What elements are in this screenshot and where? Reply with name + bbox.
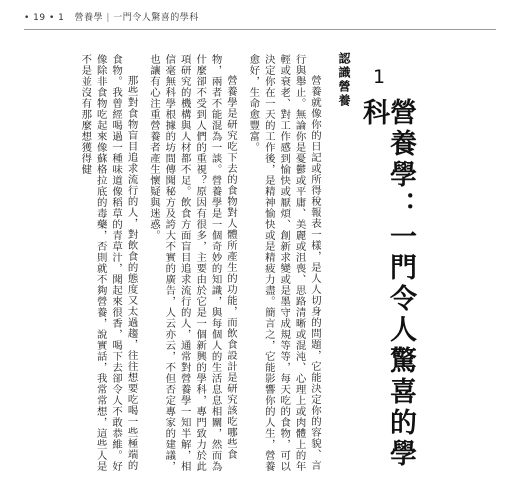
header-separator: | [106, 13, 110, 23]
page-number: • 19 • 1 [24, 13, 65, 23]
paragraph-1: 營養就像你的日記或所得稅報表一樣，是人人切身的問題，它能決定你的容貌、言行與舉止。無論你是憂鬱或平庸、美麗或沮喪、思路清晰或混沌、心理上或肉體上的年輕或衰老、對工作感到愉快或厭煩、創新求變或是墨守成規等等，每天吃的食物，可以決定你在一天的工作後，是精神愉快或是精疲力盡。簡言之，它能影響你的人生，營養愈好，生命愈豐富。 [247, 54, 321, 472]
chapter-number: 1 [372, 66, 386, 88]
running-header [24, 10, 199, 23]
body-text [79, 54, 322, 474]
chapter-title: 營養學：一門令人驚喜的學科 [358, 98, 416, 470]
section-heading: 認識營養 [337, 52, 351, 108]
running-chapter-title: 一門令人驚喜的學科 [113, 13, 199, 23]
paragraph-2: 營養學是研究吃下去的食物對人體所產生的功能，而飲食設計是研究該吃哪些食物，兩者不能混為一談。營養學是一個奇妙的知識，與每個人的生活息息相關，然而為什麼卻不受到人們的重視？原因有很多，主要由於它是一個新興的學科，專門致力於此項研究的機構與人材都不足。飲食方面盲目追求流行的人，通常對營養學一知半解，相信毫無科學根據的坊間傳聞秘方及誇大不實的廣告，人云亦云，不但否定專家的建議，也讓有心注重營養者產生懷疑與迷惑。 [147, 54, 237, 472]
paragraph-3: 那些對食物盲目追求流行的人，對飲食的態度又太過趨，往往想要吃喝一些極端的食物。我曾經喝過一種味道像稻草的青草汁，聞起來很香，喝下去卻令人不敢恭維。好像除非食物吃起來像蘇格拉底的毒藥，否則就不夠營養，說實話，我常常想，這些人是不是並沒有那麼想獲得健 [79, 54, 138, 472]
book-title: 營養學 [74, 13, 103, 23]
header-rule [24, 29, 496, 30]
